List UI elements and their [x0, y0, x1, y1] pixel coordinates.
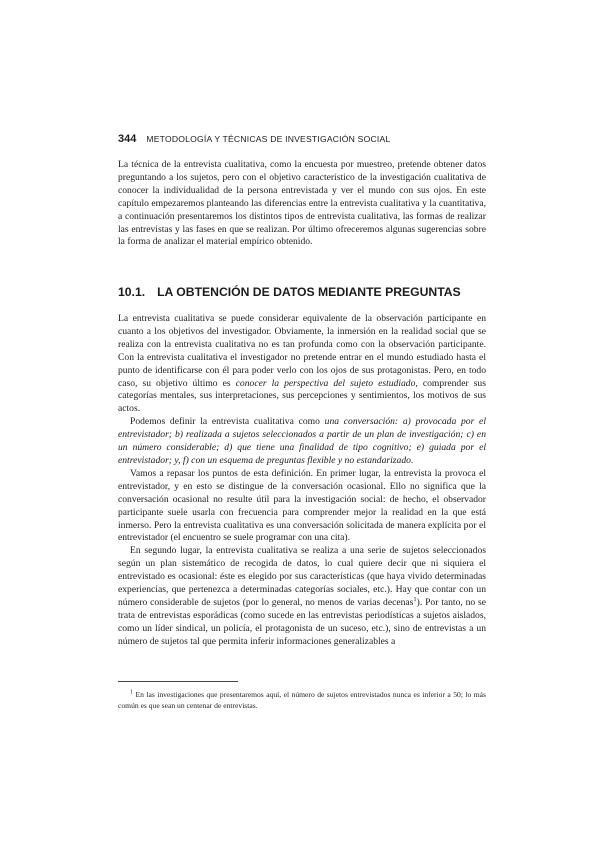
footnote-text: En las investigaciones que presentaremos aquí, el número de sujetos entrevistados nunca es inferior a 50; lo más común es que sean un centenar de entrevistas. [118, 690, 486, 710]
paragraph-text: . [410, 454, 414, 466]
footnote-reference[interactable]: 1 [413, 595, 417, 603]
paragraph [118, 313, 486, 416]
paragraph [118, 416, 486, 468]
paragraph-text: En segundo lugar, la entrevista cualitativa se realiza a una serie de sujetos seleccionados según un plan sistemático de recogida de datos, lo cual quiere decir que ni siquiera el entrevistado es ocasional: éste es elegido por sus características (que haya vivido determinadas experiencias, que pertenezca a determinadas categorías sociales, etc.). Hay que contar con un número considerable de sujetos (por lo general, no menos de varias decenas [118, 545, 486, 608]
running-header [118, 133, 498, 145]
section-title: LA OBTENCIÓN DE DATOS MEDIANTE PREGUNTAS [157, 285, 461, 299]
paragraph-text: Podemos definir la entrevista cualitativa como [130, 416, 325, 428]
emphasis-text: conocer la perspectiva del sujeto estudiado [235, 377, 416, 389]
footnote [118, 690, 486, 711]
section-heading [118, 285, 498, 299]
paragraph-text: La entrevista cualitativa se puede considerar equivalente de la observación participante en cuanto a los objetivos del investigador. Obviamente, la inmersión en la realidad social que se realiza con la entrevista cualitativa no es tan profunda como con la observación participante. Con la entrevista cualitativa el investigador no pretende entrar en el mundo estudiado hasta el punto de identificarse con él para poder verlo con los ojos de sus protagonistas. Pero, en todo caso, su objetivo último es [118, 313, 486, 389]
intro-paragraph: La técnica de la entrevista cualitativa, como la encuesta por muestreo, pretende obtener datos preguntando a los sujetos, pero con el objetivo característico de la investigación cualitativa de conocer la individualidad de la persona entrevistada y ver el mundo con sus ojos. En este capítulo empezaremos planteando las diferencias entre la entrevista cualitativa y la cuantitativa, a continuación presentaremos los distintos tipos de entrevista cualitativa, las formas de realizar las entrevistas y las fases en que se realizan. Por último ofreceremos algunas sugerencias sobre la forma de analizar el material empírico obtenido. [118, 159, 486, 248]
paragraph-text: ). Por tanto, no se trata de entrevistas esporádicas (como sucede en las entrevistas periodísticas a sujetos aislados, como un líder sindical, un policía, el protagonista de un suceso, etc.), sino de entrevistas a un número de sujetos tal que permita inferir informaciones generalizables a [118, 596, 486, 647]
paragraph [118, 545, 486, 648]
intro-block [118, 159, 486, 249]
footnote-divider [118, 681, 238, 682]
footnote-marker: 1 [130, 689, 133, 696]
page-number: 344 [118, 133, 137, 145]
running-title: METODOLOGÍA Y TÉCNICAS DE INVESTIGACIÓN SOCIAL [146, 134, 391, 144]
section-number: 10.1. [118, 285, 146, 299]
section-body [118, 313, 486, 649]
definition-text: una conversación: a) provocada por el entrevistador; b) realizada a sujetos seleccionados a partir de un plan de investigación; c) en un número considerable; d) que tiene una finalidad de tipo cognitivo; e) guiada por el entrevistador; y, f) con un esquema de preguntas flexible y no estandarizado [118, 416, 486, 466]
paragraph-text: , comprender sus categorías mentales, sus interpretaciones, sus percepciones y sentimientos, los motivos de sus actos. [118, 377, 486, 415]
paragraph: Vamos a repasar los puntos de esta definición. En primer lugar, la entrevista la provoca el entrevistador, y en esto se distingue de la conversación ocasional. Ello no significa que la conversación ocasional no resulte útil para la investigación social: de hecho, el observador participante suele usarla con frecuencia para comprender mejor la realidad en la que está inmerso. Pero la entrevista cualitativa es una conversación solicitada de manera explícita por el entrevistador (el encuentro se suele programar con una cita). [118, 467, 486, 544]
